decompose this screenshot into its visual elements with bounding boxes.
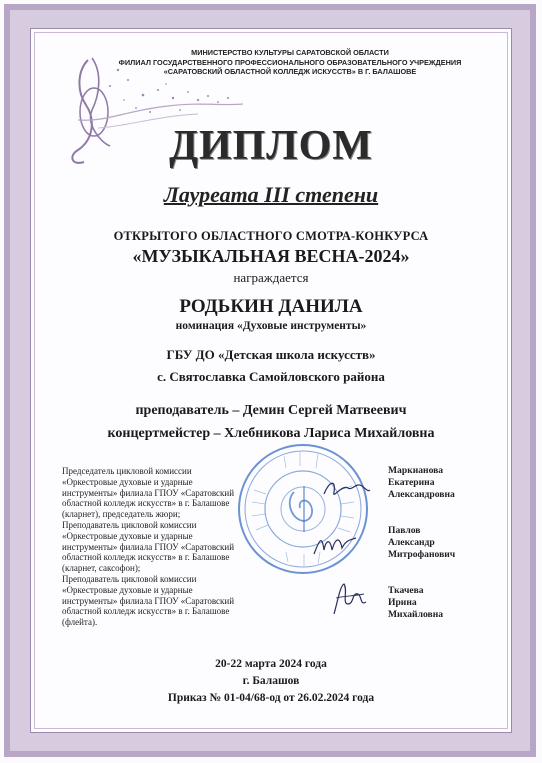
issuer-header: [110, 48, 470, 77]
jury-role-3-line: областной колледж искусств» в г. Балашове: [62, 606, 230, 617]
contest-line-1: ОТКРЫТОГО ОБЛАСТНОГО СМОТРА-КОНКУРСА: [113, 229, 429, 243]
jury-role-3-line: «Оркестровые духовые и ударные: [62, 584, 193, 595]
jury-name-3-line: Ирина: [388, 597, 417, 608]
issuer-line-3: «САРАТОВСКИЙ ОБЛАСТНОЙ КОЛЛЕДЖ ИСКУССТВ» В Г. БАЛАШОВЕ: [163, 67, 417, 76]
jury-roles: [62, 466, 280, 628]
signature-3-icon: [324, 580, 374, 618]
issuer-line-1: МИНИСТЕРСТВО КУЛЬТУРЫ САРАТОВСКОЙ ОБЛАСТИ: [191, 48, 389, 57]
issuer-line-2: ФИЛИАЛ ГОСУДАРСТВЕННОГО ПРОФЕССИОНАЛЬНОГО ОБРАЗОВАТЕЛЬНОГО УЧРЕЖДЕНИЯ: [118, 57, 462, 67]
jury-role-2-line: областной колледж искусств» в г. Балашове: [62, 552, 230, 563]
jury-role-2-line: инструменты» филиала ГПОУ «Саратовский: [62, 541, 235, 552]
jury-role-1-line: «Оркестровые духовые и ударные: [62, 476, 193, 487]
event-date: 20-22 марта 2024 года: [215, 658, 327, 670]
jury-name-2: [388, 525, 455, 561]
accompanist: концертмейстер – Хлебникова Лариса Михайловна: [107, 426, 435, 441]
jury-role-3-line: (флейта).: [62, 617, 98, 628]
recipient-name: РОДЬКИН ДАНИЛА: [179, 296, 363, 317]
jury-name-1-line: Екатерина: [388, 477, 435, 488]
jury-role-2: [62, 520, 280, 574]
jury-role-2-line: Преподаватель цикловой комиссии: [62, 519, 197, 530]
jury-name-3-line: Ткачева: [388, 585, 424, 596]
jury-role-1-line: областной колледж искусств» в г. Балашове: [62, 498, 230, 509]
jury-name-2-line: Александр: [388, 537, 435, 548]
jury-role-3-line: Преподаватель цикловой комиссии: [62, 573, 197, 584]
order-reference: Приказ № 01-04/68-од от 26.02.2024 года: [167, 692, 375, 704]
jury-role-2-line: «Оркестровые духовые и ударные: [62, 530, 193, 541]
jury-name-3-line: Михайловна: [388, 609, 444, 620]
document-title: ДИПЛОМ: [169, 123, 373, 169]
jury-name-2-line: Павлов: [388, 525, 421, 536]
jury-role-1-line: инструменты» филиала ГПОУ «Саратовский: [62, 487, 235, 498]
jury-role-1: [62, 466, 280, 520]
school-line-1: ГБУ ДО «Детская школа искусств»: [166, 347, 376, 362]
jury-name-1-line: Маркианова: [388, 465, 444, 476]
laureate-degree: Лауреата III степени: [163, 182, 379, 207]
jury-role-1-line: (кларнет), председатель жюри;: [62, 509, 181, 520]
jury-name-1-line: Александровна: [388, 489, 455, 500]
jury-role-1-line: Председатель цикловой комиссии: [62, 466, 192, 476]
event-city: г. Балашов: [242, 675, 300, 687]
awarded-label: награждается: [233, 270, 309, 285]
signature-1-icon: [322, 474, 372, 504]
school-line-2: с. Святославка Самойловского района: [157, 369, 385, 384]
teacher: преподаватель – Демин Сергей Матвеевич: [135, 403, 407, 418]
signature-2-icon: [310, 530, 360, 560]
jury-role-3-line: инструменты» филиала ГПОУ «Саратовский: [62, 595, 235, 606]
jury-name-1: [388, 465, 455, 501]
contest-line-2: «МУЗЫКАЛЬНАЯ ВЕСНА-2024»: [132, 246, 410, 266]
jury-name-2-line: Митрофанович: [388, 549, 456, 560]
nomination: номинация «Духовые инструменты»: [175, 320, 367, 332]
jury-role-3: [62, 574, 280, 628]
jury-name-3: [388, 585, 443, 621]
jury-role-2-line: (кларнет, саксофон);: [62, 563, 141, 574]
